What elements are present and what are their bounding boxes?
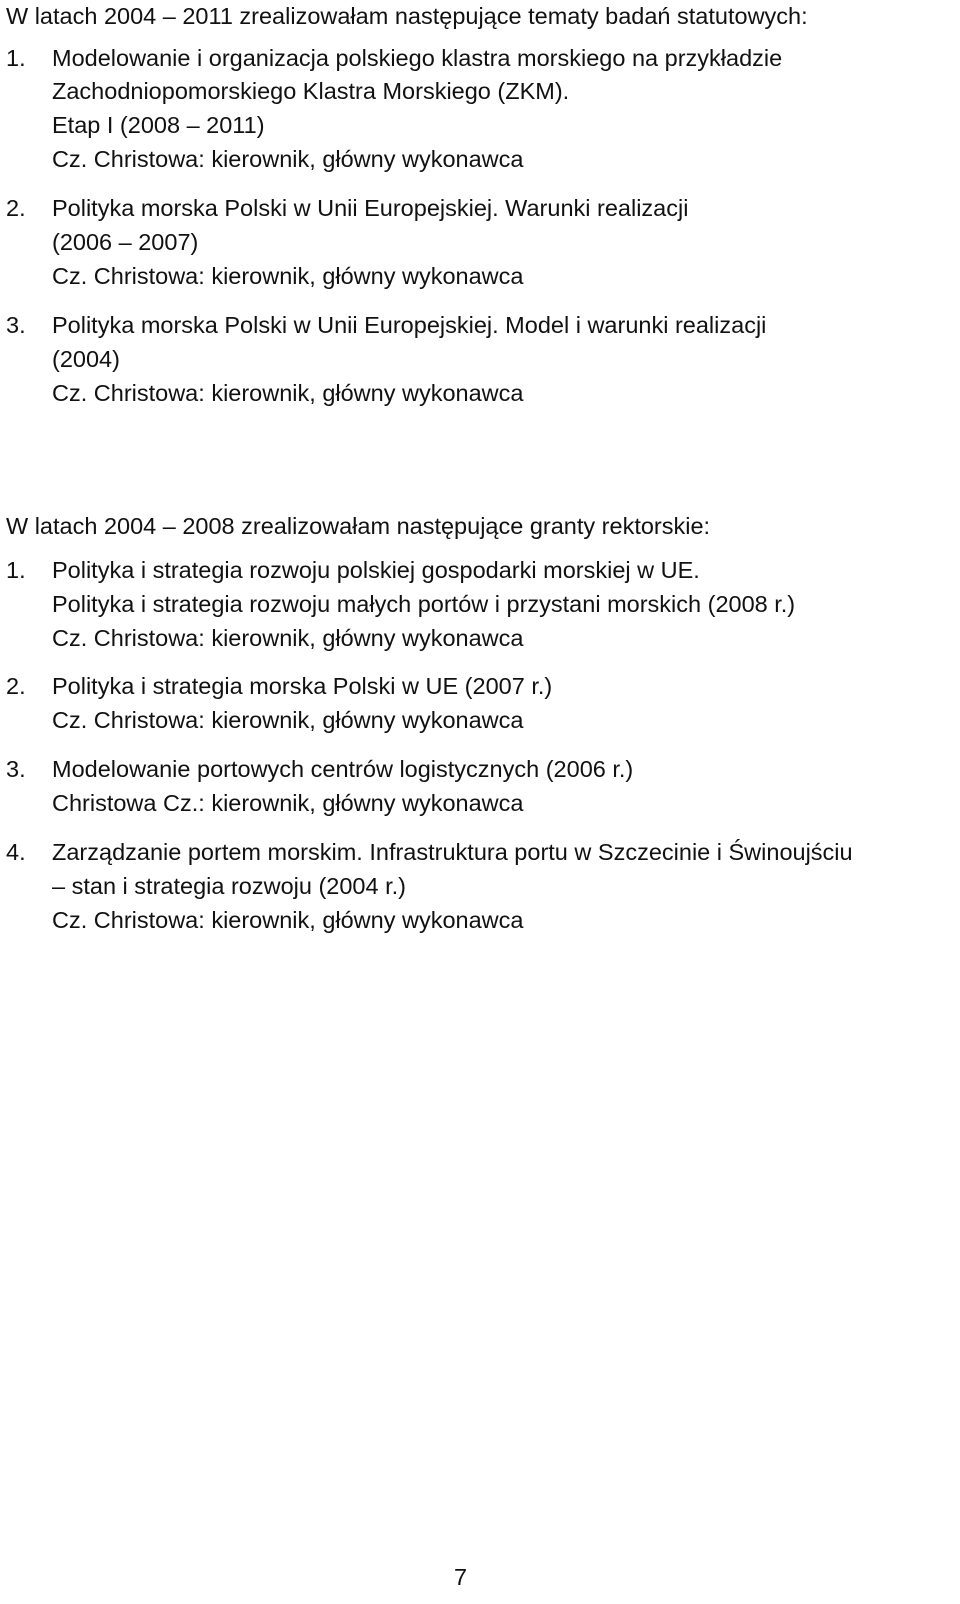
section-2-item-1-line-2: Polityka i strategia rozwoju małych portów i przystani morskich (2008 r.)	[52, 591, 796, 617]
section-2-item-3-line-1: Modelowanie portowych centrów logistycznych (2006 r.)	[52, 756, 634, 782]
section-1-item-1-line-3: Etap I (2008 – 2011)	[52, 112, 265, 138]
section-1-item-3-number: 3.	[6, 312, 26, 338]
section-1-item-3-line-1: Polityka morska Polski w Unii Europejskiej. Model i warunki realizacji	[52, 312, 767, 338]
section-1-item-1-line-1: Modelowanie i organizacja polskiego klastra morskiego na przykładzie	[52, 45, 783, 71]
section-2-item-1-line-1: Polityka i strategia rozwoju polskiej gospodarki morskiej w UE.	[52, 557, 700, 583]
page-number: 7	[454, 1564, 468, 1590]
section-1-item-2-number: 2.	[6, 195, 26, 221]
section-1-item-1-line-2: Zachodniopomorskiego Klastra Morskiego (ZKM).	[52, 78, 570, 104]
section-1-item-3-line-2: (2004)	[52, 346, 120, 372]
section-2-item-2-number: 2.	[6, 673, 26, 699]
section-1-item-1-line-4: Cz. Christowa: kierownik, główny wykonawca	[52, 146, 524, 172]
section-2-item-4-line-3: Cz. Christowa: kierownik, główny wykonawca	[52, 907, 524, 933]
section-2-item-4-line-2: – stan i strategia rozwoju (2004 r.)	[52, 873, 406, 899]
section-1-item-3-line-3: Cz. Christowa: kierownik, główny wykonawca	[52, 380, 524, 406]
section-1-item-2-line-2: (2006 – 2007)	[52, 229, 199, 255]
section-1-item-1-number: 1.	[6, 45, 26, 71]
section-2-item-2-line-1: Polityka i strategia morska Polski w UE (2007 r.)	[52, 673, 553, 699]
section-2-item-2-line-2: Cz. Christowa: kierownik, główny wykonawca	[52, 707, 524, 733]
section-1-heading: W latach 2004 – 2011 zrealizowałam następujące tematy badań statutowych:	[6, 3, 808, 29]
section-2-item-3-line-2: Christowa Cz.: kierownik, główny wykonawca	[52, 790, 524, 816]
section-2-item-3-number: 3.	[6, 756, 26, 782]
section-2-item-4-line-1: Zarządzanie portem morskim. Infrastruktura portu w Szczecinie i Świnoujściu	[52, 839, 853, 865]
section-2-item-1-line-3: Cz. Christowa: kierownik, główny wykonawca	[52, 625, 524, 651]
section-2-item-1-number: 1.	[6, 557, 26, 583]
section-2-item-4-number: 4.	[6, 839, 26, 865]
section-1-item-2-line-1: Polityka morska Polski w Unii Europejskiej. Warunki realizacji	[52, 195, 689, 221]
section-1-item-2-line-3: Cz. Christowa: kierownik, główny wykonawca	[52, 263, 524, 289]
section-2-heading: W latach 2004 – 2008 zrealizowałam następujące granty rektorskie:	[6, 513, 711, 539]
